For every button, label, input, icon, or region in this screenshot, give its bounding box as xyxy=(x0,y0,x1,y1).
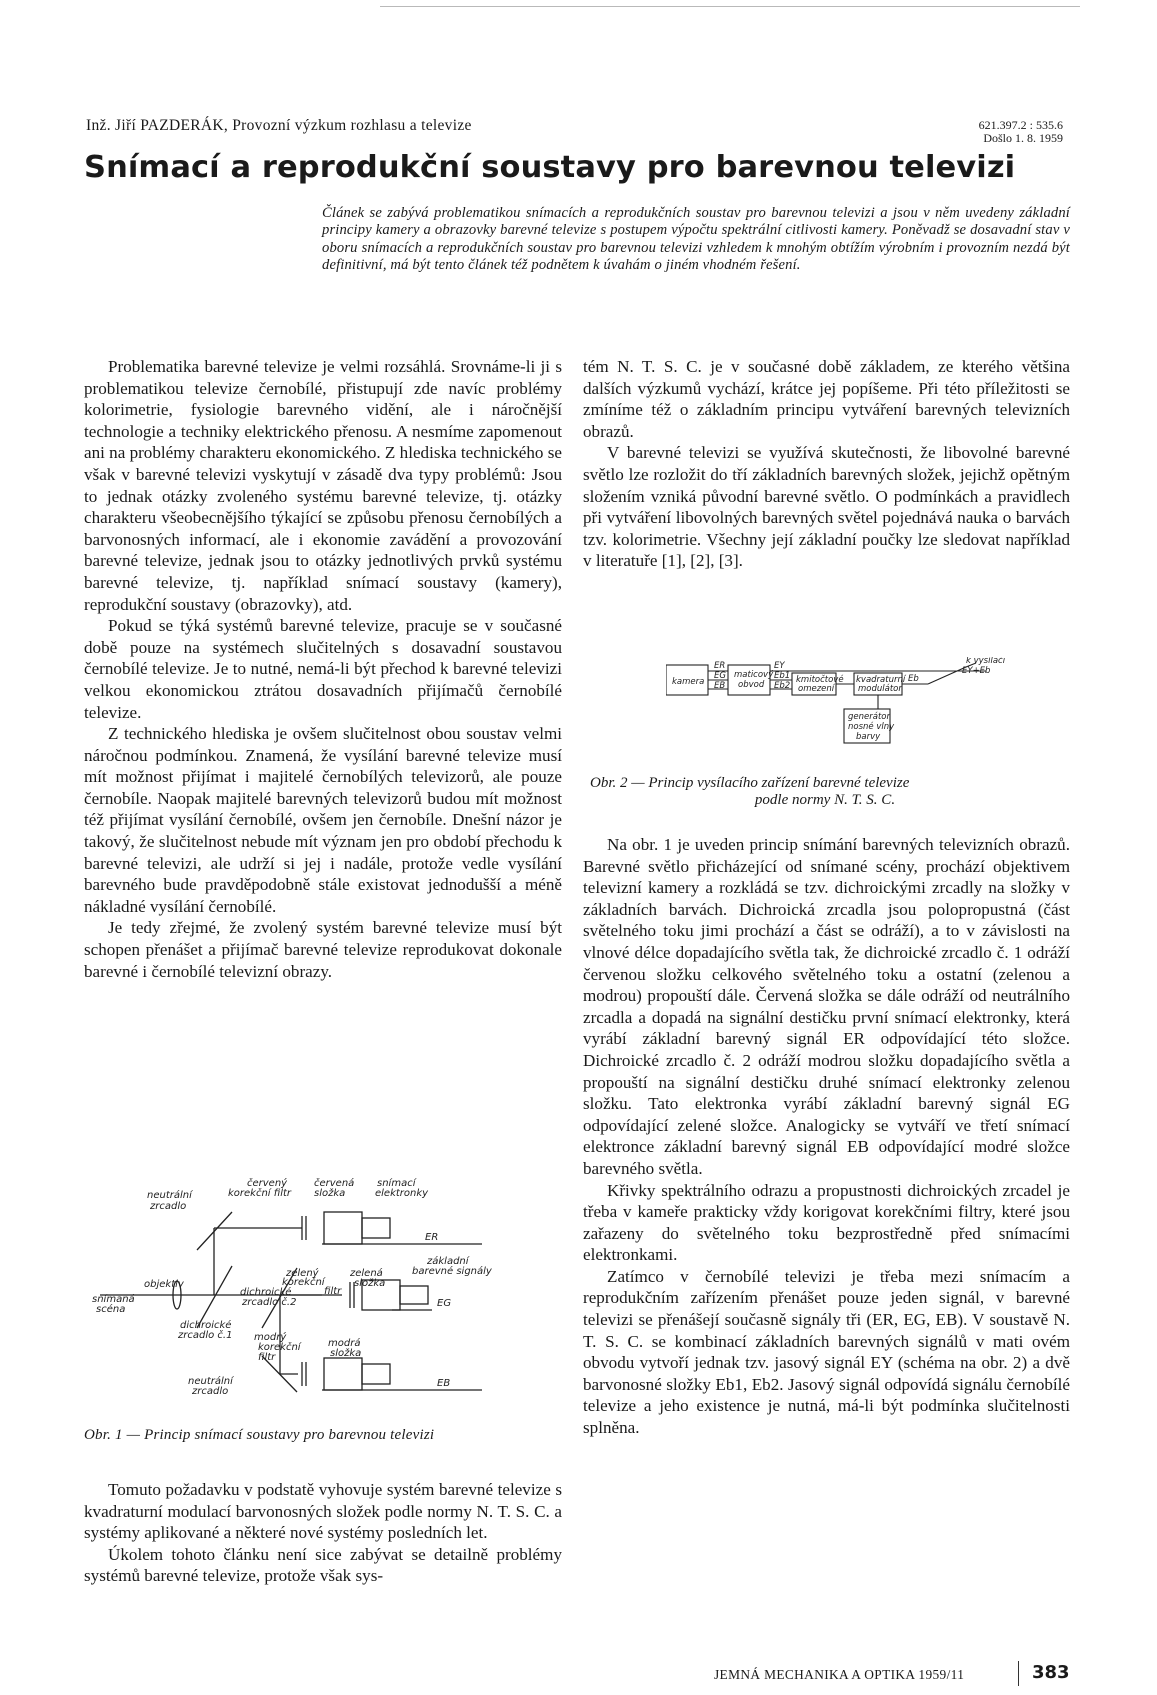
svg-text:složka: složka xyxy=(314,1188,346,1199)
svg-text:Eb: Eb xyxy=(908,674,919,684)
svg-text:elektronky: elektronky xyxy=(375,1188,429,1199)
svg-text:modulátor: modulátor xyxy=(858,684,902,694)
svg-text:snímací: snímací xyxy=(377,1178,416,1189)
udc-code: 621.397.2 : 535.6 xyxy=(978,118,1063,132)
svg-text:ER: ER xyxy=(425,1232,439,1243)
svg-text:generátor: generátor xyxy=(848,712,890,722)
svg-text:obvod: obvod xyxy=(738,680,765,690)
received-date: Došlo 1. 8. 1959 xyxy=(983,131,1063,145)
paragraph: V barevné televizi se využívá skutečnosti, že libovolné barevné světlo lze rozložit do tří základních barevných složek, jejichž opětným složením vzniká původní barevné světlo. O podmínkách a pravidlech při vytváření libovolných barevných světel pojednává nauka o barvách tzv. kolorimetrie. Všechny její základní poučky lze sledovat například v literatuře [1], [2], [3]. xyxy=(583,443,1070,571)
right-column xyxy=(583,356,1070,572)
journal-footer: JEMNÁ MECHANIKA A OPTIKA 1959/11 xyxy=(714,1667,965,1682)
figure-2 xyxy=(666,657,1046,762)
paragraph: Úkolem tohoto článku není sice zabývat se detailně problémy systémů barevné televize, protože však sys- xyxy=(84,1544,562,1586)
svg-text:Eb2: Eb2 xyxy=(774,681,791,691)
svg-text:k vysílači: k vysílači xyxy=(966,657,1006,666)
figure-1-caption: Obr. 1 — Princip snímací soustavy pro barevnou televizi xyxy=(84,1427,435,1443)
article-title: Snímací a reprodukční soustavy pro barevnou televizi xyxy=(84,150,1016,185)
svg-text:zrcadlo: zrcadlo xyxy=(150,1201,187,1212)
svg-text:EG: EG xyxy=(437,1298,452,1309)
svg-text:kvadraturní: kvadraturní xyxy=(856,675,906,685)
classification-block xyxy=(943,119,1063,145)
svg-text:filtr: filtr xyxy=(324,1286,342,1297)
svg-text:korekční: korekční xyxy=(282,1277,325,1288)
figure-1 xyxy=(92,1178,552,1423)
svg-text:EB: EB xyxy=(714,681,726,691)
paragraph: Křivky spektrálního odrazu a propustnosti dichroických zrcadel je třeba v kameře prakticky vždy korigovat korekčními filtry, které jsou zařazeny do světelného toku bezprostředně před snímacími elektronkami. xyxy=(583,1180,1070,1265)
svg-text:scéna: scéna xyxy=(96,1304,126,1315)
paragraph: Zatímco v černobílé televizi je třeba mezi snímacím a reprodukčním zařízením přenášet pouze jeden signál, v barevné televizi se přenášejí současně signály tři (ER, EG, EB). V soustavě N. T. S. C. se kombinací základních barevných signálů v mati ovém obvodu vytvoří jednak tzv. jasový signál EY (schéma na obr. 2) a dvě barvonosné složky Eb1, Eb2. Jasový signál odpovídá signálu černobílé televize a jeho existence je nutná, má-li být podmínka slučitelnosti splněna. xyxy=(583,1266,1070,1438)
svg-text:objektiv: objektiv xyxy=(144,1279,184,1290)
svg-text:EY+Eb: EY+Eb xyxy=(962,666,991,676)
top-rule xyxy=(380,6,1080,7)
svg-text:složka: složka xyxy=(330,1348,362,1359)
paragraph: Na obr. 1 je uveden princip snímání barevných televizních obrazů. Barevné světlo přicházející od snímané scény, prochází objektivem televizní kamery a rozkládá se tzv. dichroickými zrcadly na složky v základních barvách. Dichroická zrcadla jsou polopropustná (část světelného toku jimi prochází a část se odráží), a to v závislosti na vlnové délce dopadajícího světla tak, že dichroické zrcadlo č. 1 odráží červenou složku celkového světelného toku a ostatní (zelenou a modrou) propouští dále. Červená složka se dále odráží od neutrálního zrcadla a dopadá na signální destičku první snímací elektronky, která vyrábí základní barevný signál ER odpovídající této složce. Dichroické zrcadlo č. 2 odráží modrou složku dopadajícího světla a propouští na signální destičku druhé snímací elektronky zelenou složku. Tato elektronka vyrábí základní barevný signál EG odpovídající zelené složce. Analogicky se vytváří ve třetí snímací elektronce základní barevný signál EB odpovídající modré složce barevného světla. xyxy=(583,835,1070,1178)
page-number: 383 xyxy=(1032,1662,1070,1683)
svg-text:nosné vlny: nosné vlny xyxy=(848,722,895,732)
paragraph: Problematika barevné televize je velmi rozsáhlá. Srovnáme-li ji s problematikou televize černobílé, přistupují zde navíc problémy kolorimetrie, fysiologie barevného vidění, ale i náročnější technologie a techniky elektrického přenosu. A nesmíme zapomenout ani na problémy charakteru ekonomického. Z hlediska technického se však v barevné televizi vyskytují v zásadě dva typy problémů: Jsou to jednak otázky zvoleného systému barevné televize, tj. otázky charakteru všeobecnějšího týkající se způsobu přenosu černobílých a barvonosných informací, ale i ekonomie zavádění a provozování barevné televize, jednak jsou to otázky jednotlivých prvků systému barevné televize, tj. například snímací soustavy (kamery), reprodukční soustavy (obrazovky), atd. xyxy=(84,357,562,614)
paragraph: Tomuto požadavku v podstatě vyhovuje systém barevné televize s kvadraturní modulací barvonosných složek podle normy N. T. S. C. a systémy aplikované a některé nové systémy posledních let. xyxy=(84,1480,562,1543)
svg-text:snímaná: snímaná xyxy=(92,1294,135,1305)
svg-text:kmitočtové: kmitočtové xyxy=(796,675,844,685)
paragraph: Pokud se týká systémů barevné televize, pracuje se v současné době pouze na systémech slučitelných s dosavadní soustavou černobílé televize. Je to nutné, nemá-li být přechod k barevné televizi velkou ekonomickou ztrátou dosavadních přijímačů černobílé televize. xyxy=(84,616,562,722)
svg-text:zrcadlo č.2: zrcadlo č.2 xyxy=(242,1297,297,1308)
svg-text:ER: ER xyxy=(714,661,726,671)
right-column-continued xyxy=(583,834,1070,1439)
svg-text:dichroické: dichroické xyxy=(180,1320,232,1331)
left-column-continued xyxy=(84,1479,562,1587)
svg-text:složka: složka xyxy=(354,1278,386,1289)
svg-text:maticový: maticový xyxy=(734,670,774,680)
footer-separator xyxy=(1018,1661,1019,1686)
svg-text:neutrální: neutrální xyxy=(188,1376,233,1387)
author-line: Inž. Jiří PAZDERÁK, Provozní výzkum rozhlasu a televize xyxy=(86,117,472,134)
svg-text:zelený: zelený xyxy=(286,1268,319,1279)
svg-text:modrý: modrý xyxy=(254,1332,287,1343)
left-column xyxy=(84,356,562,982)
svg-text:červená: červená xyxy=(314,1178,355,1189)
svg-text:dichroické: dichroické xyxy=(240,1287,292,1298)
svg-text:zrcadlo č.1: zrcadlo č.1 xyxy=(178,1330,233,1341)
svg-text:korekční filtr: korekční filtr xyxy=(228,1188,292,1199)
svg-text:korekční: korekční xyxy=(258,1342,301,1353)
svg-text:zrcadlo: zrcadlo xyxy=(192,1386,229,1397)
svg-text:EY: EY xyxy=(774,661,785,671)
svg-text:Eb1: Eb1 xyxy=(774,671,791,681)
svg-text:barvy: barvy xyxy=(856,732,881,742)
svg-text:barevné signály: barevné signály xyxy=(412,1266,492,1277)
svg-text:zelená: zelená xyxy=(350,1268,383,1279)
svg-text:filtr: filtr xyxy=(258,1352,276,1363)
figure-1-diagram xyxy=(92,1178,552,1418)
svg-text:kamera: kamera xyxy=(672,677,705,687)
svg-text:základní: základní xyxy=(427,1256,469,1267)
figure-2-caption: Obr. 2 — Princip vysílacího zařízení barevné televize podle normy N. T. S. C. xyxy=(590,775,910,808)
svg-text:modrá: modrá xyxy=(328,1338,361,1349)
fig1-label-neutral-mirror-top: neutrální xyxy=(147,1190,192,1201)
paragraph: Z technického hlediska je ovšem slučitelnost obou soustav velmi náročnou podmínkou. Znamená, že vysílání barevné televize musí mít možnost přijímat i majitelé černobílých televizorů, ale pouze černobíle. Naopak majitelé barevných televizorů budou mít možnost též přijímat vysílání černobílé, ovšem jen černobíle. Dnešní názor je takový, že slučitelnost nebude mít význam jen pro období přechodu k barevné televizi, ale udrží si jej i nadále, protože vedle vysílání barevného bude pravděpodobně stále existovat jednodušší a méně nákladné vysílání černobílé. xyxy=(84,724,562,916)
svg-text:červený: červený xyxy=(247,1178,288,1189)
abstract: Článek se zabývá problematikou snímacích a reprodukčních soustav pro barevnou televizi a jsou v něm uvedeny základní principy kamery a obrazovky barevné televize s postupem výpočtu spektrální citlivosti kamery. Poněvadž se dosavadní stav v oboru snímacích a reprodukčních soustav pro barevnou televizi vzhledem k mnohým obtížím výrobním i provozním nezdá být definitivní, má být tento článek též podnětem k úvahám o jiném vhodném řešení. xyxy=(322,205,1070,274)
svg-text:EB: EB xyxy=(437,1378,451,1389)
paragraph: tém N. T. S. C. je v současné době základem, ze kterého většina dalších výzkumů vychází, krátce jej popíšeme. Při této příležitosti se zmíníme též o základním principu vytváření barevných televizních obrazů. xyxy=(583,357,1070,441)
paragraph: Je tedy zřejmé, že zvolený systém barevné televize musí být schopen přenášet a přijímač barevné televize reprodukovat dokonale barevné i černobílé televizní obrazy. xyxy=(84,918,562,981)
svg-text:EG: EG xyxy=(714,671,726,681)
figure-2-diagram xyxy=(666,657,1046,757)
svg-text:omezení: omezení xyxy=(798,684,835,694)
